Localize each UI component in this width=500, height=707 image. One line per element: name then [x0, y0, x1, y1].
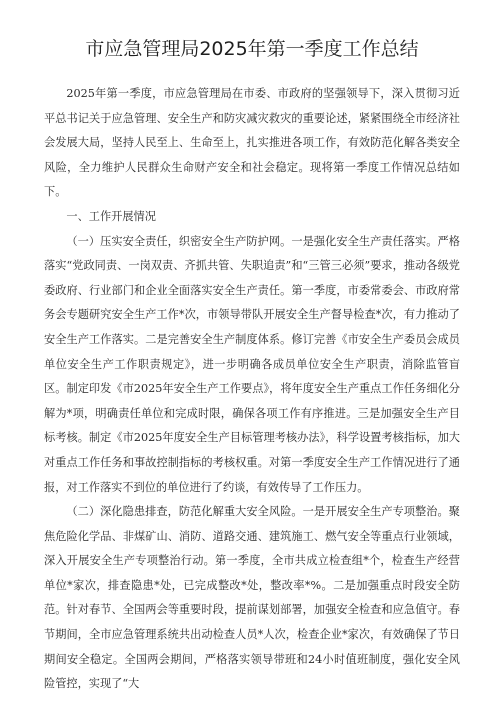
document-title: 市应急管理局2025年第一季度工作总结	[85, 38, 419, 60]
section-heading: 一、工作开展情况	[66, 209, 156, 223]
document-body	[44, 82, 460, 697]
paragraph-hazard-inspection: （二）深化隐患排查，防范化解重大安全风险。一是开展安全生产专项整治。聚焦危险化学品、非煤矿山、消防、道路交通、建筑施工、燃气安全等重点行业领域，深入开展安全生产专项整治行动。第一季度，全市共成立检查组*个，检查生产经营单位*家次，排查隐患*处，已完成整改*处，整改率*%。二是加强重点时段安全防范。针对春节、全国两会等重要时段，提前谋划部署，加强安全检查和应急值守。春节期间，全市应急管理系统共出动检查人员*人次，检查企业*家次，有效确保了节日期间安全稳定。全国两会期间，严格落实领导带班和24小时值班制度，强化安全风险管控，实现了“大	[44, 505, 460, 691]
intro-paragraph: 2025年第一季度，市应急管理局在市委、市政府的坚强领导下，深入贯彻习近平总书记关于应急管理、安全生产和防灾减灾救灾的重要论述，紧紧围绕全市经济社会发展大局，坚持人民至上、生命至上，扎实推进各项工作，有效防范化解各类安全风险，全力维护人民群众生命财产安全和社会稳定。现将第一季度工作情况总结如下。	[44, 87, 460, 199]
paragraph-safety-responsibility: （一）压实安全责任，织密安全生产防护网。一是强化安全生产责任落实。严格落实“党政同责、一岗双责、齐抓共管、失职追责”和“三管三必须”要求，推动各级党委政府、行业部门和企业全面落实安全生产责任。第一季度，市委常委会、市政府常务会专题研究安全生产工作*次，市领导带队开展安全生产督导检查*次，有力推动了安全生产工作落实。二是完善安全生产制度体系。修订完善《市安全生产委员会成员单位安全生产工作职责规定》，进一步明确各成员单位安全生产职责，消除监管盲区。制定印发《市2025年安全生产工作要点》，将年度安全生产重点工作任务细化分解为*项，明确责任单位和完成时限，确保各项工作有序推进。三是加强安全生产目标考核。制定《市2025年度安全生产目标管理考核办法》，科学设置考核指标，加大对重点工作任务和事故控制指标的考核权重。对第一季度安全生产工作情况进行了通报，对工作落实不到位的单位进行了约谈，有效传导了工作压力。	[44, 234, 460, 494]
